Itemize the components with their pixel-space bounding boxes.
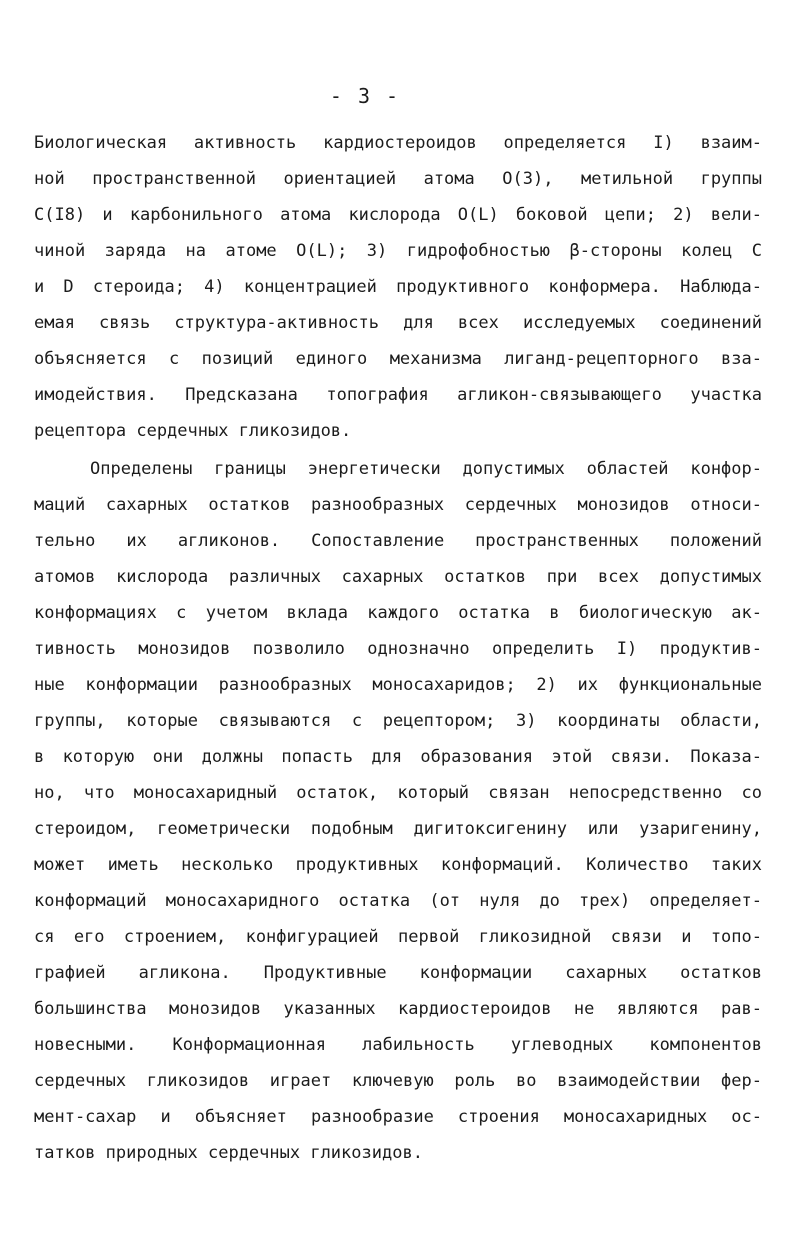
text-line: конформаций моносахаридного остатка (от нуля до трех) определяет- — [34, 891, 762, 911]
text-line: чиной заряда на атоме О(L); 3) гидрофобностью β-стороны колец С — [34, 241, 762, 261]
text-line: имодействия. Предсказана топография агликон-связывающего участка — [34, 385, 762, 405]
page-number: - 3 - — [329, 84, 401, 108]
text-line: стероидом, геометрически подобным дигитоксигенину или узаригенину, — [34, 819, 762, 839]
text-line: новесными. Конформационная лабильность углеводных компонентов — [34, 1035, 762, 1055]
text-line: ные конформации разнообразных моносахаридов; 2) их функциональные — [34, 675, 762, 695]
text-line: тельно их агликонов. Сопоставление пространственных положений — [34, 531, 762, 551]
text-line: маций сахарных остатков разнообразных сердечных монозидов относи- — [34, 495, 762, 515]
text-line: может иметь несколько продуктивных конформаций. Количество таких — [34, 855, 762, 875]
text-line: Определены границы энергетически допустимых областей конфор- — [90, 459, 762, 479]
text-line: емая связь структура-активность для всех исследуемых соединений — [34, 313, 762, 333]
text-line: тивность монозидов позволило однозначно определить I) продуктив- — [34, 639, 762, 659]
text-line: рецептора сердечных гликозидов. — [34, 421, 352, 441]
text-line: группы, которые связываются с рецептором; 3) координаты области, — [34, 711, 762, 731]
text-line: конформациях с учетом вклада каждого остатка в биологическую ак- — [34, 603, 762, 623]
text-line: ся его строением, конфигурацией первой гликозидной связи и топо- — [34, 927, 762, 947]
text-line: Биологическая активность кардиостероидов определяется I) взаим- — [34, 133, 762, 153]
text-line: большинства монозидов указанных кардиостероидов не являются рав- — [34, 999, 762, 1019]
text-line: ной пространственной ориентацией атома О(3), метильной группы — [34, 169, 762, 189]
text-line: мент-сахар и объясняет разнообразие строения моносахаридных ос- — [34, 1107, 762, 1127]
text-line: и D стероида; 4) концентрацией продуктивного конформера. Наблюда- — [34, 277, 762, 297]
text-line: С(I8) и карбонильного атома кислорода О(L) боковой цепи; 2) вели- — [34, 205, 762, 225]
text-line: татков природных сердечных гликозидов. — [34, 1143, 423, 1163]
text-line: графией агликона. Продуктивные конформации сахарных остатков — [34, 963, 762, 983]
text-line: в которую они должны попасть для образования этой связи. Показа- — [34, 747, 762, 767]
text-line: атомов кислорода различных сахарных остатков при всех допустимых — [34, 567, 762, 587]
text-line: но, что моносахаридный остаток, который связан непосредственно со — [34, 783, 762, 803]
text-line: сердечных гликозидов играет ключевую роль во взаимодействии фер- — [34, 1071, 762, 1091]
text-line: объясняется с позиций единого механизма лиганд-рецепторного вза- — [34, 349, 762, 369]
